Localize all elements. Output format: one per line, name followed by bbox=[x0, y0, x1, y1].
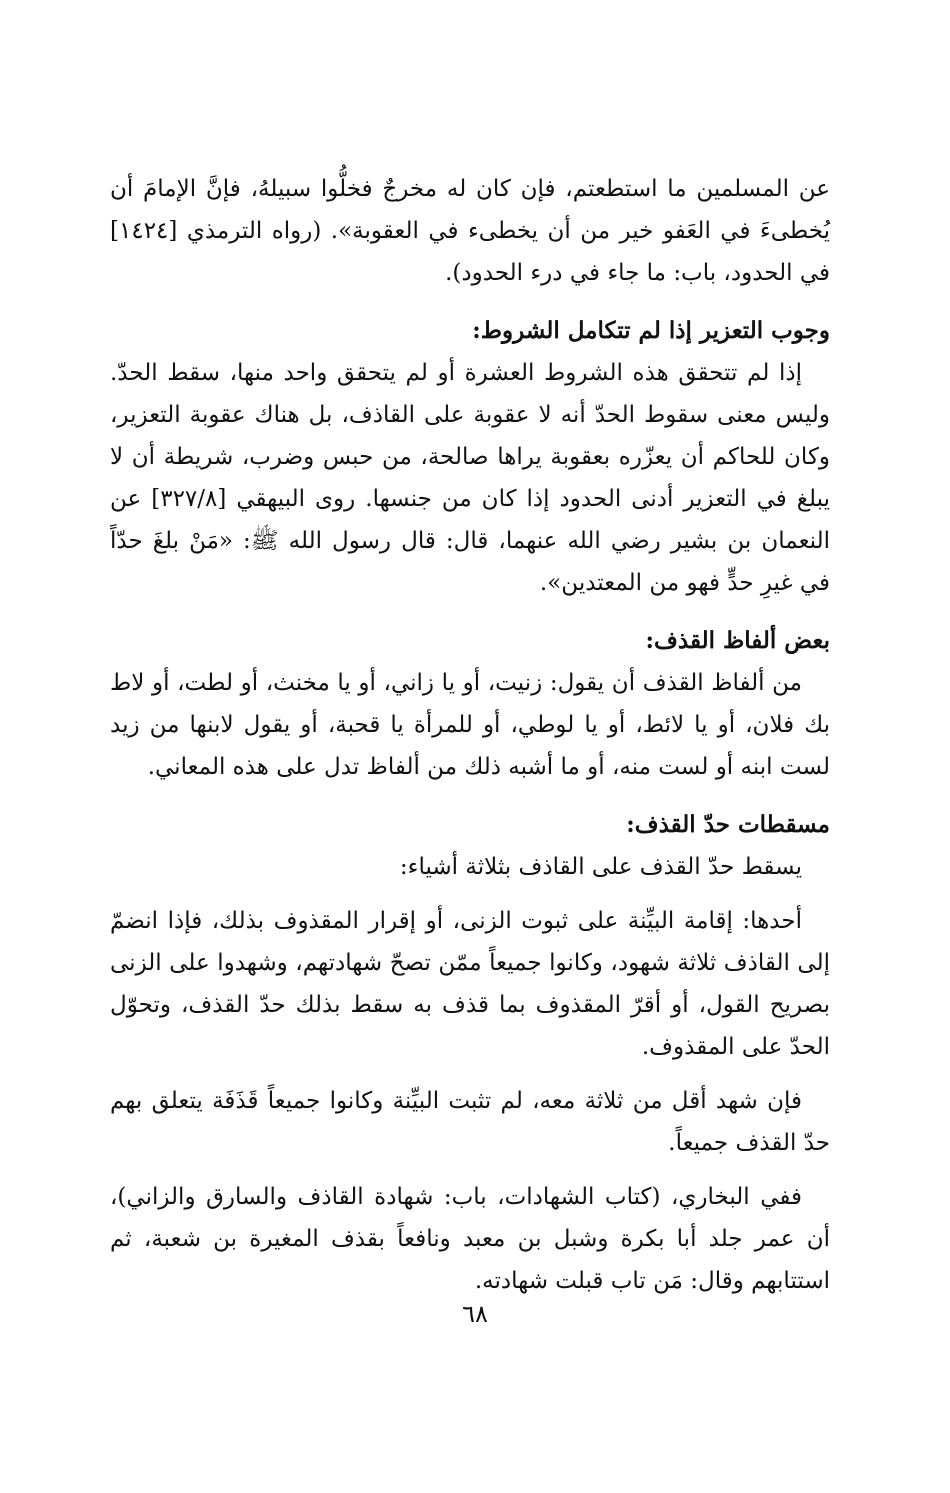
musqitat-intro: يسقط حدّ القذف على القاذف بثلاثة أشياء: bbox=[399, 854, 802, 880]
musqitat-paragraph-2: فإن شهد أقل من ثلاثة معه، لم تثبت البيِّنة وكانوا جميعاً قَذَفَة يتعلق بهم حدّ القذف جميعاً. bbox=[110, 1088, 830, 1156]
tazir-paragraph: إذا لم تتحقق هذه الشروط العشرة أو لم يتحقق واحد منها، سقط الحدّ. وليس معنى سقوط الحدّ أنه لا عقوبة على القاذف، بل هناك عقوبة التعزير، وكان للحاكم أن يعزّره بعقوبة يراها صالحة، من حبس وضرب، شريطة أن لا يبلغ في التعزير أدنى الحدود إذا كان من جنسها. روى البيهقي [٣٢٧/٨] عن النعمان بن بشير رضي الله عنهما، قال: قال رسول الله ﷺ: «مَنْ بلغَ حدّاً في غيرِ حدٍّ فهو من المعتدين». bbox=[110, 360, 830, 596]
musqitat-paragraph-3: ففي البخاري، (كتاب الشهادات، باب: شهادة القاذف والسارق والزاني)، أن عمر جلد أبا بكرة وشبل بن معبد ونافعاً بقذف المغيرة بن شعبة، ثم استتابهم وقال: مَن تاب قبلت شهادته. bbox=[110, 1184, 830, 1294]
book-page bbox=[110, 168, 830, 1302]
section-heading-musqitat: مسقطات حدّ القذف: bbox=[626, 811, 830, 838]
page-number: ٦٨ bbox=[462, 1300, 488, 1328]
section-heading-tazir: وجوب التعزير إذا لم تتكامل الشروط: bbox=[472, 317, 830, 344]
intro-paragraph: عن المسلمين ما استطعتم، فإن كان له مخرجٌ فخلُّوا سبيلهُ، فإنَّ الإمامَ أن يُخطىءَ في العَفو خير من أن يخطىء في العقوبة». (رواه الترمذي [١٤٢٤] في الحدود، باب: ما جاء في درء الحدود). bbox=[110, 176, 830, 286]
section-heading-qadhf-words: بعض ألفاظ القذف: bbox=[645, 627, 830, 654]
qadhf-words-paragraph: من ألفاظ القذف أن يقول: زنيت، أو يا زاني، أو يا مخنث، أو لطت، أو لاط بك فلان، أو يا لائط، أو يا لوطي، أو للمرأة يا قحبة، أو يقول لابنها من زيد لست ابنه أو لست منه، أو ما أشبه ذلك من ألفاظ تدل على هذه المعاني. bbox=[110, 670, 830, 780]
musqitat-paragraph-1: أحدها: إقامة البيِّنة على ثبوت الزنى، أو إقرار المقذوف بذلك، فإذا انضمّ إلى القاذف ثلاثة شهود، وكانوا جميعاً ممّن تصحّ شهادتهم، وشهدوا على الزنى بصريح القول، أو أقرّ المقذوف بما قذف به سقط بذلك حدّ القذف، وتحوّل الحدّ على المقذوف. bbox=[110, 908, 830, 1060]
